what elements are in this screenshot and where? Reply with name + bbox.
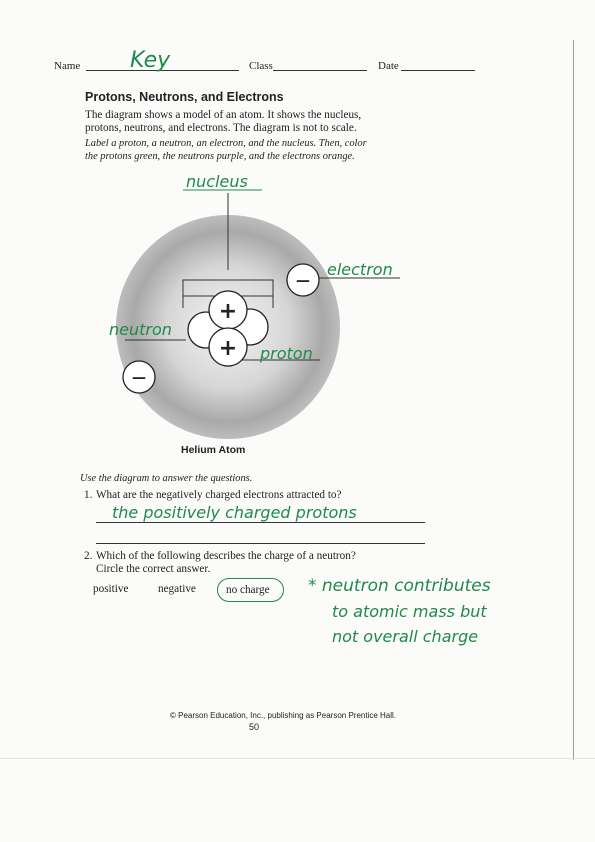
name-label: Name xyxy=(54,60,81,72)
q1-text: What are the negatively charged electrons attracted to? xyxy=(96,489,342,501)
class-label: Class xyxy=(249,60,273,72)
answer-circle xyxy=(217,578,284,602)
q2-note-line-2: to atomic mass but xyxy=(332,602,487,621)
intro-line-2: protons, neutrons, and electrons. The diagram is not to scale. xyxy=(85,122,357,134)
electron-minus-left: — xyxy=(132,370,146,386)
intro-line-1: The diagram shows a model of an atom. It shows the nucleus, xyxy=(85,109,362,121)
q2-text-line-2: Circle the correct answer. xyxy=(96,563,211,575)
option-positive[interactable]: positive xyxy=(93,583,129,595)
instructions-line-2: the protons green, the neutrons purple, and the electrons orange. xyxy=(85,151,355,162)
option-negative[interactable]: negative xyxy=(158,583,196,595)
option-no-charge[interactable]: no charge xyxy=(226,584,270,596)
page-number: 50 xyxy=(249,722,260,732)
copyright: © Pearson Education, Inc., publishing as Pearson Prentice Hall. xyxy=(170,711,397,720)
electron-minus-right: — xyxy=(296,273,310,289)
questions-intro: Use the diagram to answer the questions. xyxy=(80,473,253,484)
q2-number: 2. xyxy=(84,550,93,562)
diagram-caption: Helium Atom xyxy=(181,444,246,456)
instructions-line-1: Label a proton, a neutron, an electron, and the nucleus. Then, color xyxy=(85,138,367,149)
label-nucleus: nucleus xyxy=(186,172,248,191)
q2-text-line-1: Which of the following describes the charge of a neutron? xyxy=(96,550,356,562)
name-value: Key xyxy=(130,48,171,73)
proton-plus-top: + xyxy=(218,299,238,324)
q2-note-line-1: * neutron contributes xyxy=(308,576,491,596)
q2-note-line-3: not overall charge xyxy=(332,627,479,646)
section-title: Protons, Neutrons, and Electrons xyxy=(85,90,284,104)
q1-answer-line-2[interactable] xyxy=(96,543,425,544)
label-electron: electron xyxy=(327,260,393,279)
label-neutron: neutron xyxy=(109,320,172,339)
label-proton: proton xyxy=(260,344,313,363)
q1-answer: the positively charged protons xyxy=(112,503,357,522)
q1-number: 1. xyxy=(84,489,93,501)
date-label: Date xyxy=(378,60,399,72)
proton-plus-bottom: + xyxy=(218,336,238,361)
q1-answer-line-1[interactable] xyxy=(96,522,425,523)
